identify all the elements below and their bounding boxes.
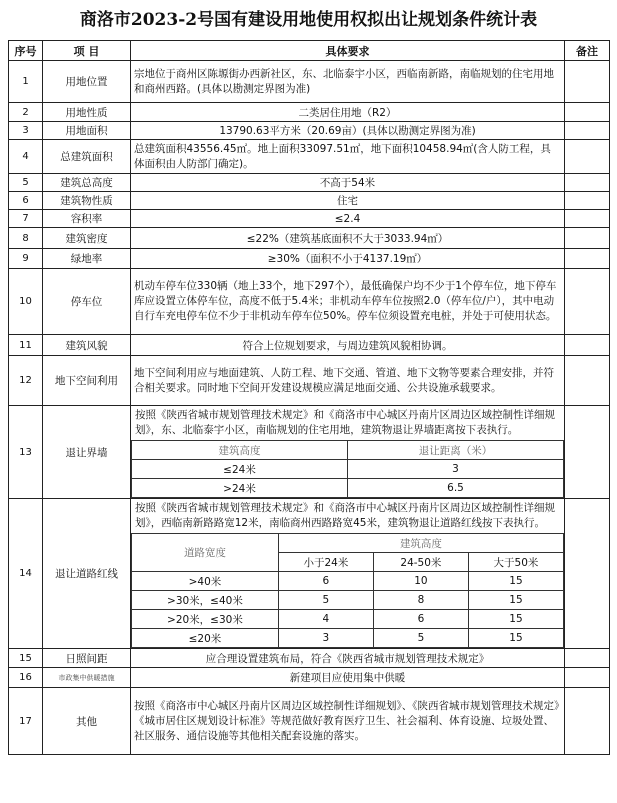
sub-row xyxy=(132,591,564,610)
table-row xyxy=(9,228,610,249)
sub-cell: >24米 xyxy=(132,479,348,498)
row-requirement: 符合上位规划要求，与周边建筑风貌相协调。 xyxy=(131,335,565,356)
row-item: 建筑密度 xyxy=(43,228,131,249)
sub-cell: >40米 xyxy=(132,572,279,591)
row-no: 1 xyxy=(9,61,43,103)
row-note xyxy=(565,174,610,192)
row-no: 13 xyxy=(9,406,43,499)
row-note xyxy=(565,649,610,668)
sub-header-road-width: 道路宽度 xyxy=(132,534,279,572)
row-item: 地下空间利用 xyxy=(43,356,131,406)
setback-wall-description: 按照《陕西省城市规划管理技术规定》和《商洛市中心城区丹南片区周边区域控制性详细规划》，东、北临泰宇小区，南临规划的住宅用地，建筑物退让界墙距离按下表执行。 xyxy=(135,409,555,436)
row-item: 其他 xyxy=(43,688,131,755)
sub-cell: ≤24米 xyxy=(132,460,348,479)
sub-row xyxy=(132,629,564,648)
row-no: 16 xyxy=(9,668,43,688)
row-requirement: 13790.63平方米（20.69亩）(具体以勘测定界图为准) xyxy=(131,122,565,140)
header-no: 序号 xyxy=(9,41,43,61)
sub-cell: 4 xyxy=(278,610,373,629)
row-requirement: 住宅 xyxy=(131,192,565,210)
row-no: 9 xyxy=(9,249,43,269)
row-note xyxy=(565,406,610,499)
sub-cell: 6.5 xyxy=(348,479,564,498)
setback-wall-table xyxy=(131,440,564,498)
sub-row xyxy=(132,479,564,498)
row-note xyxy=(565,269,610,335)
row-requirement: 地下空间利用应与地面建筑、人防工程、地下交通、管道、地下文物等要素合理安排，并符合相关要求。同时地下空间开发建设规模应满足地面交通、公共设施承载要求。 xyxy=(131,356,565,406)
table-row xyxy=(9,103,610,122)
sub-header-height-range: 大于50米 xyxy=(468,553,563,572)
sub-cell: 3 xyxy=(278,629,373,648)
sub-cell: ≤20米 xyxy=(132,629,279,648)
row-note xyxy=(565,228,610,249)
row-item: 用地面积 xyxy=(43,122,131,140)
table-row xyxy=(9,249,610,269)
row-item: 退让界墙 xyxy=(43,406,131,499)
table-row xyxy=(9,122,610,140)
setback-road-description: 按照《陕西省城市规划管理技术规定》和《商洛市中心城区丹南片区周边区域控制性详细规划》，西临南新路路宽12米，南临商州西路路宽45米，建筑物退让道路红线按下表执行。 xyxy=(135,502,555,529)
row-no: 6 xyxy=(9,192,43,210)
row-no: 3 xyxy=(9,122,43,140)
row-note xyxy=(565,122,610,140)
row-no: 12 xyxy=(9,356,43,406)
row-requirement: 二类居住用地（R2） xyxy=(131,103,565,122)
row-note xyxy=(565,103,610,122)
document-title: 商洛市2023-2号国有建设用地使用权拟出让规划条件统计表 xyxy=(79,10,538,30)
sub-cell: 8 xyxy=(373,591,468,610)
table-row xyxy=(9,269,610,335)
row-note xyxy=(565,688,610,755)
row-item: 日照间距 xyxy=(43,649,131,668)
row-item: 总建筑面积 xyxy=(43,140,131,174)
sub-header-building-height: 建筑高度 xyxy=(278,534,563,553)
sub-header-distance: 退让距离（米） xyxy=(348,441,564,460)
row-note xyxy=(565,140,610,174)
table-row xyxy=(9,406,610,499)
row-note xyxy=(565,61,610,103)
row-no: 11 xyxy=(9,335,43,356)
header-item: 项 目 xyxy=(43,41,131,61)
sub-cell: 15 xyxy=(468,572,563,591)
row-requirement: 不高于54米 xyxy=(131,174,565,192)
sub-cell: 5 xyxy=(373,629,468,648)
table-row xyxy=(9,174,610,192)
row-note xyxy=(565,356,610,406)
sub-header-row xyxy=(132,441,564,460)
sub-cell: 15 xyxy=(468,610,563,629)
row-requirement: ≤2.4 xyxy=(131,210,565,228)
row-no: 10 xyxy=(9,269,43,335)
row-requirement: ≤22%（建筑基底面积不大于3033.94㎡） xyxy=(131,228,565,249)
table-row xyxy=(9,356,610,406)
sub-cell: >30米，≤40米 xyxy=(132,591,279,610)
header-note: 备注 xyxy=(565,41,610,61)
table-row xyxy=(9,61,610,103)
row-requirement xyxy=(131,499,565,649)
row-item: 用地性质 xyxy=(43,103,131,122)
sub-header-height-range: 24-50米 xyxy=(373,553,468,572)
row-no: 15 xyxy=(9,649,43,668)
row-item: 停车位 xyxy=(43,269,131,335)
row-no: 17 xyxy=(9,688,43,755)
row-no: 14 xyxy=(9,499,43,649)
table-row xyxy=(9,210,610,228)
row-item: 容积率 xyxy=(43,210,131,228)
table-row xyxy=(9,192,610,210)
planning-conditions-table xyxy=(8,40,610,755)
sub-row xyxy=(132,460,564,479)
table-row xyxy=(9,140,610,174)
sub-cell: 3 xyxy=(348,460,564,479)
sub-cell: 10 xyxy=(373,572,468,591)
row-requirement: 按照《商洛市中心城区丹南片区周边区域控制性详细规划》、《陕西省城市规划管理技术规定》《城市居住区规划设计标准》等规范做好教育医疗卫生、社会福利、体育设施、垃圾处置、社区服务、通信设施等其他相关配套设施的落实。 xyxy=(131,688,565,755)
sub-row xyxy=(132,610,564,629)
sub-cell: 5 xyxy=(278,591,373,610)
row-note xyxy=(565,192,610,210)
row-requirement: 应合理设置建筑布局，符合《陕西省城市规划管理技术规定》 xyxy=(131,649,565,668)
table-row xyxy=(9,688,610,755)
row-requirement: 机动车停车位330辆（地上33个，地下297个），最低确保户均不少于1个停车位，地下停车库应设置立体停车位，高度不低于5.4米；非机动车停车位按照2.0（停车位/户），其中电动自行车充电停车位不少于非机动车停车位50%。停车位须设置充电桩，并处于可使用状态。 xyxy=(131,269,565,335)
row-note xyxy=(565,210,610,228)
row-no: 4 xyxy=(9,140,43,174)
header-requirement: 具体要求 xyxy=(131,41,565,61)
row-no: 8 xyxy=(9,228,43,249)
sub-header-row xyxy=(132,534,564,553)
sub-header-height-range: 小于24米 xyxy=(278,553,373,572)
sub-cell: 15 xyxy=(468,629,563,648)
row-no: 7 xyxy=(9,210,43,228)
row-item: 退让道路红线 xyxy=(43,499,131,649)
row-requirement: 宗地位于商州区陈塬街办西新社区，东、北临泰宇小区，西临南新路，南临规划的住宅用地和商州西路。(具体以勘测定界图为准) xyxy=(131,61,565,103)
row-requirement: ≥30%（面积不小于4137.19㎡） xyxy=(131,249,565,269)
row-no: 2 xyxy=(9,103,43,122)
row-note xyxy=(565,499,610,649)
row-no: 5 xyxy=(9,174,43,192)
sub-cell: 6 xyxy=(278,572,373,591)
row-item: 市政集中供暖措施 xyxy=(43,668,131,688)
table-row xyxy=(9,335,610,356)
row-item: 用地位置 xyxy=(43,61,131,103)
row-item: 建筑总高度 xyxy=(43,174,131,192)
row-requirement: 新建项目应使用集中供暖 xyxy=(131,668,565,688)
sub-cell: >20米，≤30米 xyxy=(132,610,279,629)
row-item: 建筑物性质 xyxy=(43,192,131,210)
table-header-row xyxy=(9,41,610,61)
row-note xyxy=(565,668,610,688)
sub-row xyxy=(132,572,564,591)
row-note xyxy=(565,335,610,356)
sub-cell: 15 xyxy=(468,591,563,610)
sub-header-height: 建筑高度 xyxy=(132,441,348,460)
row-requirement xyxy=(131,406,565,499)
row-item: 建筑风貌 xyxy=(43,335,131,356)
table-row xyxy=(9,499,610,649)
row-requirement: 总建筑面积43556.45㎡。地上面积33097.51㎡，地下面积10458.94㎡(含人防工程，具体面积由人防部门确定)。 xyxy=(131,140,565,174)
table-row xyxy=(9,649,610,668)
setback-road-table xyxy=(131,533,564,648)
row-note xyxy=(565,249,610,269)
table-row xyxy=(9,668,610,688)
sub-cell: 6 xyxy=(373,610,468,629)
row-item: 绿地率 xyxy=(43,249,131,269)
